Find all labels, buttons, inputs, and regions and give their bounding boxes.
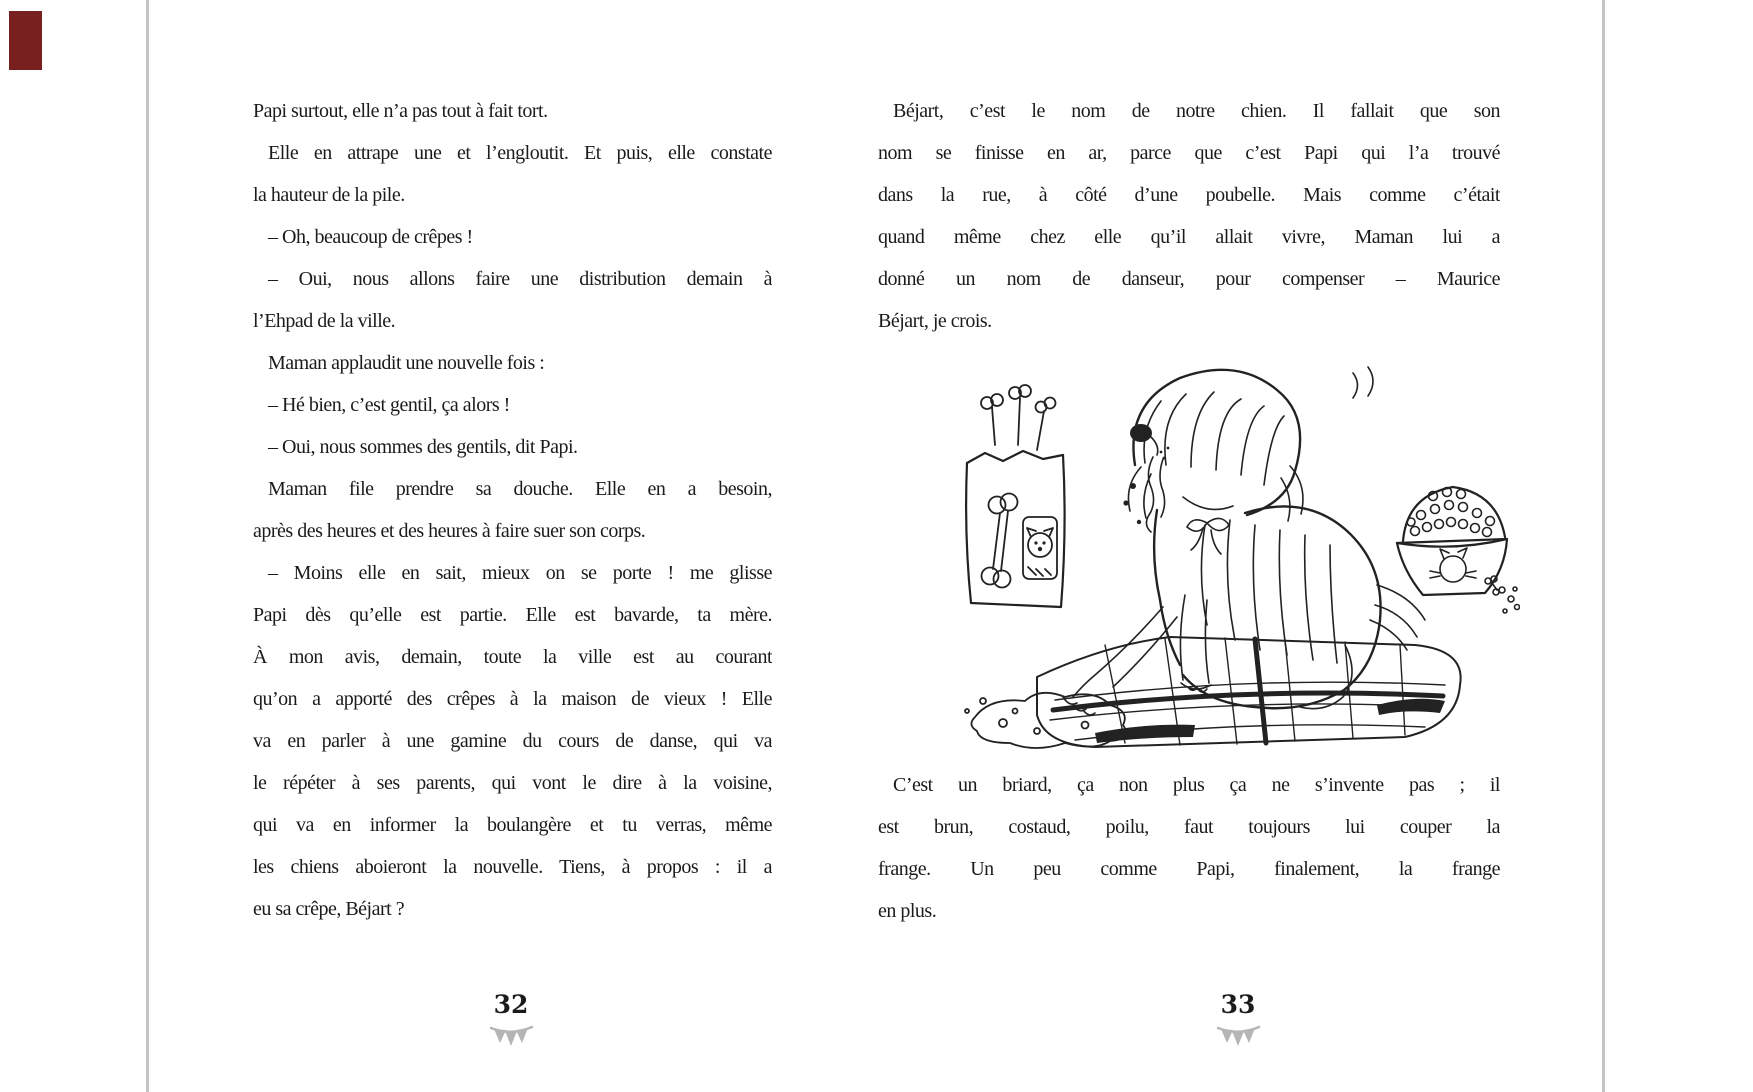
- text-line: quand même chez elle qu’il allait vivre, Maman lui a: [878, 226, 1500, 248]
- garland-icon: [1216, 1023, 1261, 1047]
- text-line: donné un nom de danseur, pour compenser – Maurice: [878, 268, 1500, 290]
- dog-illustration: [945, 345, 1520, 765]
- text-line: le répéter à ses parents, qui vont le dire à la voisine,: [253, 772, 772, 794]
- text-line: les chiens aboieront la nouvelle. Tiens, à propos : il a: [253, 856, 772, 878]
- text-line: – Oui, nous allons faire une distribution demain à: [268, 268, 772, 290]
- text-line: – Oui, nous sommes des gentils, dit Papi.: [268, 436, 578, 458]
- text-line: Elle en attrape une et l’engloutit. Et puis, elle constate: [268, 142, 772, 164]
- page-33-paragraph-top: [878, 90, 1500, 342]
- text-line: C’est un briard, ça non plus ça ne s’invente pas ; il: [893, 774, 1500, 796]
- text-line: nom se finisse en ar, parce que c’est Papi qui l’a trouvé: [878, 142, 1500, 164]
- text-line: Béjart, je crois.: [878, 310, 992, 332]
- text-line: frange. Un peu comme Papi, finalement, la frange: [878, 858, 1500, 880]
- text-line: Maman file prendre sa douche. Elle en a besoin,: [268, 478, 772, 500]
- text-line: va en parler à une gamine du cours de danse, qui va: [253, 730, 772, 752]
- bookmark-ribbon: [9, 11, 42, 70]
- text-line: – Hé bien, c’est gentil, ça alors !: [268, 394, 510, 416]
- text-line: Papi dès qu’elle est partie. Elle est bavarde, ta mère.: [253, 604, 772, 626]
- text-line: – Moins elle en sait, mieux on se porte ! me glisse: [268, 562, 772, 584]
- page-33-paragraph-bottom: [878, 764, 1500, 932]
- text-line: la hauteur de la pile.: [253, 184, 405, 206]
- text-line: Maman applaudit une nouvelle fois :: [268, 352, 545, 374]
- text-line: Béjart, c’est le nom de notre chien. Il fallait que son: [893, 100, 1500, 122]
- text-line: À mon avis, demain, toute la ville est au courant: [253, 646, 772, 668]
- text-line: qu’on a apporté des crêpes à la maison de vieux ! Elle: [253, 688, 772, 710]
- text-line: Papi surtout, elle n’a pas tout à fait tort.: [253, 100, 548, 122]
- text-line: dans la rue, à côté d’une poubelle. Mais comme c’était: [878, 184, 1500, 206]
- text-line: en plus.: [878, 900, 937, 922]
- text-line: après des heures et des heures à faire suer son corps.: [253, 520, 646, 542]
- text-line: l’Ehpad de la ville.: [253, 310, 396, 332]
- garland-icon: [489, 1023, 534, 1047]
- text-line: qui va en informer la boulangère et tu verras, même: [253, 814, 772, 836]
- page-32-text: [253, 90, 772, 930]
- text-line: eu sa crêpe, Béjart ?: [253, 898, 405, 920]
- page-number-right: 33: [1220, 990, 1256, 1019]
- page-32: [147, 0, 875, 1092]
- text-line: – Oh, beaucoup de crêpes !: [268, 226, 473, 248]
- page-number-left: 32: [493, 990, 529, 1019]
- text-line: est brun, costaud, poilu, faut toujours lui couper la: [878, 816, 1500, 838]
